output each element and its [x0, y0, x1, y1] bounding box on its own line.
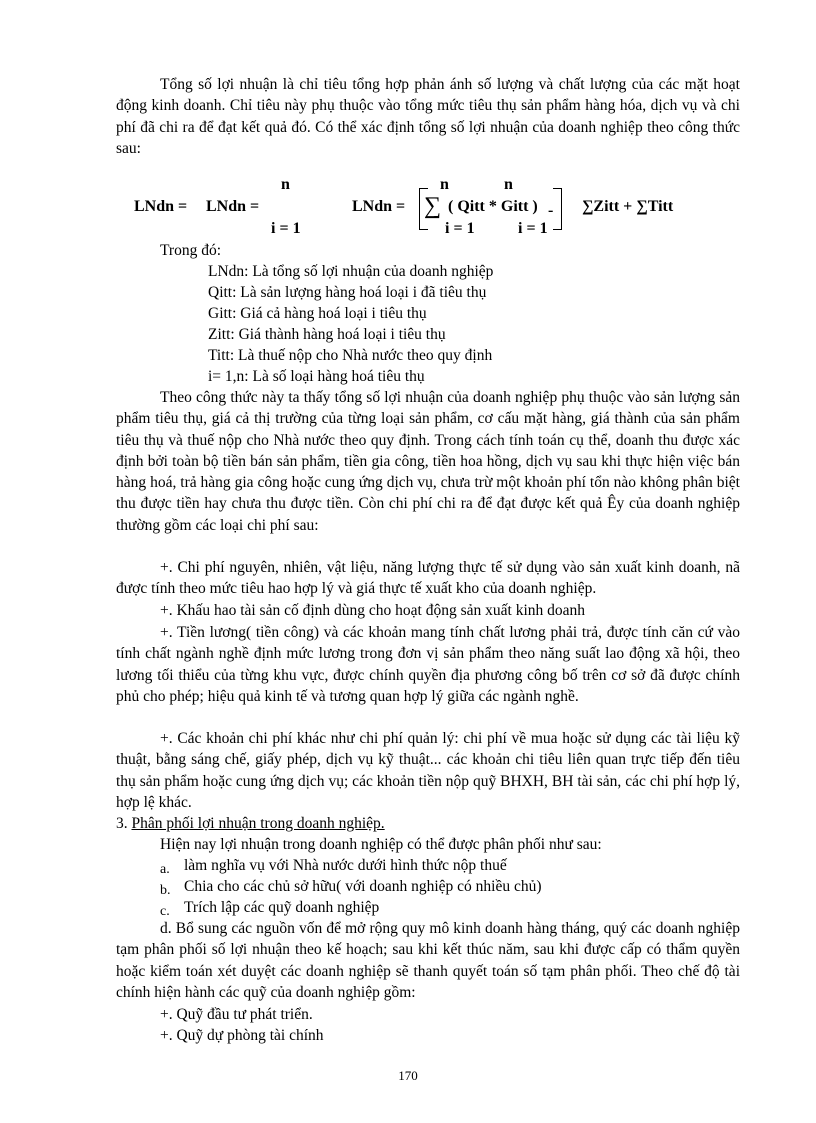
cost-bullet: +. Chi phí nguyên, nhiên, vật liệu, năng lượng thực tế sử dụng vào sản xuất kinh doanh, nã được tính theo mức tiêu hao hợp lý và giá thực tế xuất kho của doanh nghiệp. — [116, 559, 740, 598]
formula-upper-n2: n — [440, 176, 449, 193]
section-number: 3. — [116, 815, 128, 832]
formula-minus: - — [548, 202, 554, 219]
definition-item: Zitt: Giá thành hàng hoá loại i tiêu thụ — [208, 326, 446, 343]
section-heading — [116, 813, 385, 834]
section-title: Phân phối lợi nhuận trong doanh nghiệp. — [131, 815, 385, 832]
distribution-intro: Hiện nay lợi nhuận trong doanh nghiệp có thể được phân phối như sau: — [160, 836, 602, 853]
right-bracket — [553, 188, 562, 230]
formula-lhs-2: LNdn = — [206, 198, 260, 215]
analysis-paragraph: Theo công thức này ta thấy tổng số lợi nhuận của doanh nghiệp phụ thuộc vào sản lượng sản phẩm tiêu thụ, giá cả thị trường của từng loại sản phẩm, cơ cấu mặt hàng, giá thành của sản phẩm tiêu thụ và thuế nộp cho Nhà nước theo quy định. Trong cách tính toán cụ thể, doanh thu được xác định bởi toàn bộ tiền bán sản phẩm, tiền gia công, tiền hoa hồng, dịch vụ sau khi thực hiện việc bán hàng hoá, trả hàng gia công hoặc cung ứng dịch vụ, chưa trừ một khoản phí tổn nào không phân biệt thu được tiền hay chưa thu được tiền. Còn chi phí chi ra để đạt được kết quả Êy của doanh nghiệp thường gồm các loại chi phí sau: — [116, 389, 740, 534]
formula-lower-i1: i = 1 — [271, 220, 301, 237]
list-text: Trích lập các quỹ doanh nghiệp — [184, 899, 380, 916]
fund-item: +. Quỹ đầu tư phát triển. — [160, 1006, 313, 1023]
fund-paragraph: d. Bổ sung các nguồn vốn để mở rộng quy mô kinh doanh hàng tháng, quý các doanh nghiệp tạm phân phối số lợi nhuận theo kế hoạch; sau khi kết thúc năm, sau khi được cấp có thẩm quyền hoặc kiểm toán xét duyệt các doanh nghiệp sẽ thanh quyết toán số tạm phân phối. Theo chế độ tài chính hiện hành các quỹ của doanh nghiệp gồm: — [116, 920, 740, 1001]
fund-item: +. Quỹ dự phòng tài chính — [160, 1027, 324, 1044]
formula-lower-i2: i = 1 — [445, 220, 475, 237]
cost-bullet: +. Tiền lương( tiền công) và các khoản mang tính chất lương phải trả, được tính căn cứ vào tính chất ngành nghề định mức lương trong đơn vị sản phẩm theo năng suất lao động xã hội, theo lương tối thiểu của từng khu vực, được chính quyền địa phương công bố trên cơ sở đã được chính phủ cho phép; hiệu quả kinh tế và tương quan hợp lý giữa các ngành nghề. — [116, 624, 740, 705]
formula-lhs-3: LNdn = — [352, 198, 406, 215]
cost-bullet: +. Khấu hao tài sản cố định dùng cho hoạt động sản xuất kinh doanh — [160, 602, 586, 619]
definition-item: Titt: Là thuế nộp cho Nhà nước theo quy định — [208, 347, 493, 364]
formula-upper-n1: n — [281, 176, 290, 193]
page-number: 170 — [398, 1068, 418, 1083]
formula-tail: ∑Zitt + ∑Titt — [582, 198, 674, 215]
list-text: Chia cho các chủ sở hữu( với doanh nghiệp có nhiều chủ) — [184, 878, 542, 895]
definition-item: Qitt: Là sản lượng hàng hoá loại i đã tiêu thụ — [208, 284, 487, 301]
formula-lhs: LNdn = — [134, 198, 188, 215]
formula-inner: ( Qitt * Gitt ) — [448, 198, 538, 215]
cost-bullet: +. Các khoản chi phí khác như chi phí quản lý: chi phí về mua hoặc sử dụng các tài liệu kỹ thuật, bằng sáng chế, giấy phép, dịch vụ kỹ thuật... các khoản chi tiêu liên quan trực tiếp đến tiêu thụ sản phẩm hoặc cung ứng dịch vụ; các khoản tiền nộp quỹ BHXH, BH tài sản, các chi phí hợp lý, hợp lệ khác. — [116, 730, 740, 811]
formula-lower-i3: i = 1 — [518, 220, 548, 237]
formula-upper-n3: n — [504, 176, 513, 193]
list-letter: c. — [160, 904, 170, 919]
sigma-symbol: ∑ — [424, 193, 442, 219]
list-letter: a. — [160, 862, 170, 877]
list-letter: b. — [160, 883, 171, 898]
where-label: Trong đó: — [160, 242, 222, 259]
definition-item: LNdn: Là tổng số lợi nhuận của doanh nghiệp — [208, 263, 494, 280]
profit-formula — [0, 172, 816, 242]
intro-paragraph: Tổng số lợi nhuận là chỉ tiêu tổng hợp phản ánh số lượng và chất lượng của các mặt hoạt động kinh doanh. Chỉ tiêu này phụ thuộc vào tổng mức tiêu thụ sản phẩm hàng hóa, dịch vụ và chi phí đã chi ra để đạt kết quả đó. Có thể xác định tổng số lợi nhuận của doanh nghiệp theo công thức sau: — [116, 76, 740, 157]
list-text: làm nghĩa vụ với Nhà nước dưới hình thức nộp thuế — [184, 857, 507, 874]
definition-item: i= 1,n: Là số loại hàng hoá tiêu thụ — [208, 368, 425, 385]
definition-item: Gitt: Giá cả hàng hoá loại i tiêu thụ — [208, 305, 427, 322]
